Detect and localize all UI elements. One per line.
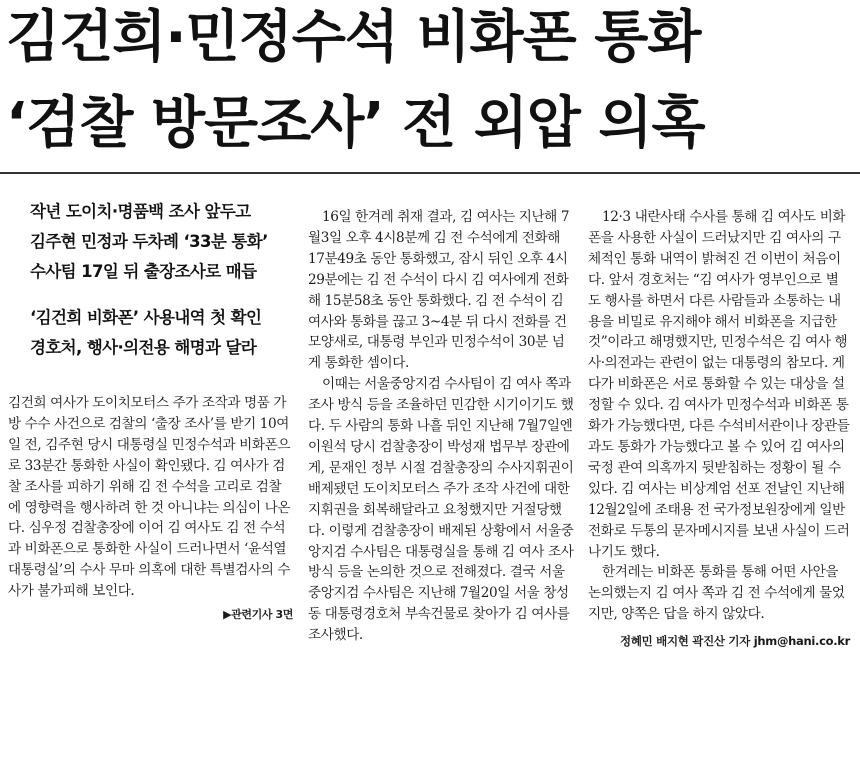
body-text-col1 — [8, 393, 293, 626]
paragraph-lead: 김건희 여사가 도이치모터스 주가 조작과 명품 가방 수수 사건으로 검찰의 ‘출장 조사’를 받기 10여일 전, 김주현 당시 대통령실 민정수석과 비화폰으로 33분간 통화한 사실이 확인됐다. 김 여사가 검찰 조사를 피하기 위해 김 전 수석을 고리로 검찰에 영향력을 행사하려 한 것 아니냐는 의심이 나온다. 심우정 검찰총장에 이어 김 여사도 김 전 수석과 비화폰으로 통화한 사실이 드러나면서 ‘윤석열 대통령실’의 수사 무마 의혹에 대한 특별검사의 수사가 불가피해 보인다. — [8, 395, 291, 600]
headline-divider — [0, 172, 860, 174]
related-article-link[interactable]: ▶관련기사 3면 — [223, 608, 293, 622]
column-2 — [308, 207, 576, 646]
paragraph-5: 한겨레는 비화폰 통화를 통해 어떤 사안을 논의했는지 김 여사 쪽과 김 전 수석에게 물었지만, 양쪽은 답을 하지 않았다. — [588, 564, 845, 623]
byline: 정혜민 배지현 곽진산 기자 jhm@hani.co.kr — [620, 634, 850, 649]
subheadline-group-1 — [8, 197, 293, 287]
subheadline: 경호처, 행사·의전용 해명과 달라 — [30, 338, 257, 357]
subheadline: ‘김건희 비화폰’ 사용내역 첫 확인 — [30, 308, 262, 327]
subheadline: 수사팀 17일 뒤 출장조사로 매듭 — [30, 262, 257, 281]
paragraph-3: 이때는 서울중앙지검 수사팀이 김 여사 쪽과 조사 방식 등을 조율하던 민감한 시기이기도 했다. 두 사람의 통화 나흘 뒤인 지난해 7월7일엔 이원석 당시 검찰총장이 박성재 법무부 장관에게, 문재인 정부 시절 검찰총장의 수사지휘권이 배제됐던 도이치모터스 주가 조작 사건에 대한 지휘권을 회복해달라고 요청했지만 거절당했다. 이렇게 검찰총장이 배제된 상황에서 서울중앙지검 수사팀은 대통령실을 통해 김 여사 조사 방식 등을 논의한 것으로 전해졌다. 결국 서울중앙지검 수사팀은 지난해 7월20일 서울 창성동 대통령경호처 부속건물로 찾아가 김 여사를 조사했다. — [308, 376, 574, 644]
subheadline-group-2 — [8, 303, 293, 363]
related-article-ref — [8, 602, 293, 626]
subheadline: 작년 도이치·명품백 조사 앞두고 — [30, 202, 251, 221]
headline-line-2: ‘검찰 방문조사’ 전 외압 의혹 — [6, 91, 705, 156]
paragraph-4: 12·3 내란사태 수사를 통해 김 여사도 비화폰을 사용한 사실이 드러났지만 김 여사의 구체적인 통화 내역이 밝혀진 건 이번이 처음이다. 앞서 경호처는 “김 여사가 영부인으로 별도 행사를 하면서 다른 사람들과 소통하는 내용을 비밀로 유지해야 해서 비화폰을 지급한 것”이라고 해명했지만, 민정수석은 김 여사 행사·의전과는 관련이 없는 대통령의 참모다. 게다가 비화폰은 서로 통화할 수 있는 대상을 설정할 수 있다. 김 여사가 민정수석과 비화폰 통화가 가능했다면, 다른 수석비서관이나 장관들과도 통화가 가능했다고 볼 수 있어 김 여사의 국정 관여 의혹까지 뒷받침하는 정황이 될 수 있다. 김 여사는 비상계엄 선포 전날인 지난해 12월2일에 조태용 전 국가정보원장에게 일반 전화로 두통의 문자메시지를 보낸 사실이 드러나기도 했다. — [588, 209, 850, 560]
column-3 — [588, 207, 850, 652]
paragraph-2: 16일 한겨레 취재 결과, 김 여사는 지난해 7월3일 오후 4시8분께 김 전 수석에게 전화해 17분49초 동안 통화했고, 잠시 뒤인 오후 4시29분에는 김 전 수석이 다시 김 여사에게 전화해 15분58초 동안 통화했다. 김 전 수석이 김 여사와 통화를 끊고 3~4분 뒤 다시 전화를 건 모양새로, 대통령 부인과 민정수석이 30분 넘게 통화한 셈이다. — [308, 209, 570, 372]
subheadline: 김주현 민정과 두차례 ‘33분 통화’ — [30, 232, 268, 251]
column-1 — [8, 195, 293, 626]
headline-line-1: 김건희·민정수석 비화폰 통화 — [6, 5, 701, 70]
